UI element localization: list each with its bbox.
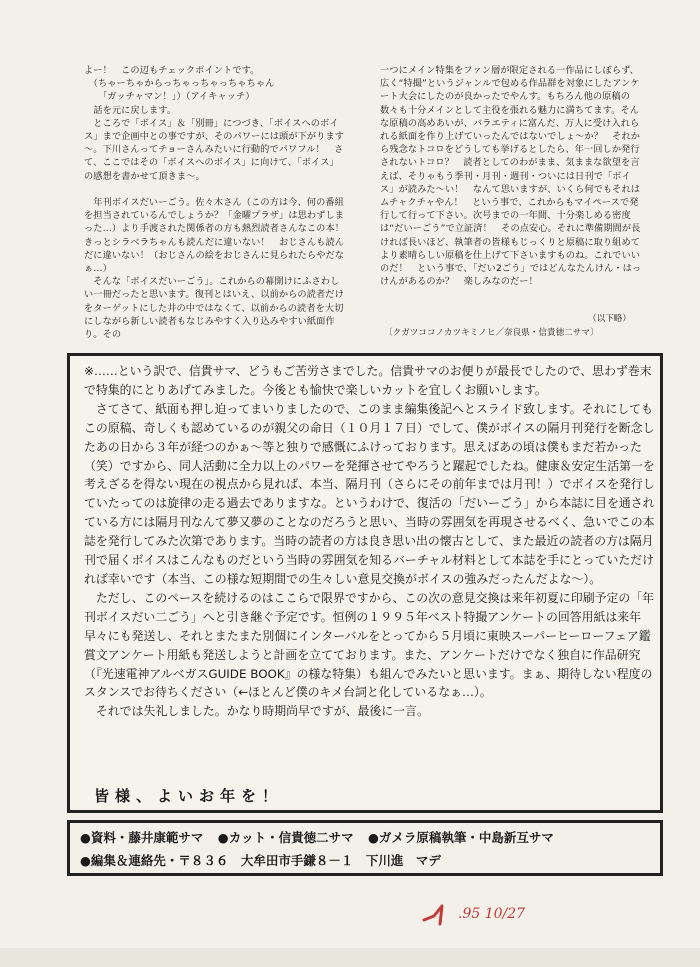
credit-cut: ●カット・信貴徳二サマ: [217, 830, 354, 845]
credit-materials: ●資料・藤井康範サマ: [80, 830, 204, 845]
credits-box: [67, 820, 663, 876]
letter-ending: （以下略）: [588, 314, 631, 324]
page-footer-strip: [0, 948, 700, 967]
letter-column-left: よー！ この辺もチェックポイントです。 （ちゃーちゃからっちゃっちゃっちゃちゃん 「ガッチャマン！」）（アイキャッチ） 話を元に戻します。 ところで「ボイス」＆「別冊」につづき、「ボイスへのボイス」まで企画中との事ですが、そのパワーには頭が下がります～。下川さんってチョーさんみたいに行動的でパワフル！ さて、ここではその「ボイスへのボイス」に向けて、「ボイス」の感想を書かせて頂きま～。 年刊ボイスだいーごう。佐々木さん（この方は今、何の番組を担当されているんでしょうか？「金曜プラザ」は思わずしまった…）より手渡された関係者の方も熱烈読者さんなこの本！ きっとシラベラちゃんも読んだに違いない！ おじさんも読んだに違いない！（おじさんの絵をおじさんに見られたらやだなぁ…） そんな「ボイスだいーごう」。これからの幕開けにふさわしい一冊だったと思います。復刊とはいえ、以前からの読者だけをターゲットにした井の中ではなくて、以前からの読者を大切にしながら新しい読者もなじみやすく入り込みやすい紙面作り。その: [84, 65, 345, 341]
letter-column-right: 一つにメイン特集をファン層が限定される一作品にしぼらず、広く“特撮”というジャンルで包める作品群を対象にしたアンケート大会にしたのが良かったでやんす。もちろん他の原稿の数々も十分メインとして主役を張れる魅力に満ちてます。そんな原稿の高めあいが、バラエティに富んだ、万人に受け入れられる紙面を作り上げていったんではないでしょ～か？ それから残念なトコロをどうしても挙げるとしたら、年一回しか発行されないトコロ？ 読者としてのわがまま、気ままな欲望を言えば、そりゃもう季刊・月刊・週刊・ついには日刊で「ボイス」が読みた～い！ なんて思いますが、いくら何でもそれはムチャクチャやん！ という事で、これからもマイペースで発行して行って下さい。次号までの一年間、十分楽しめる密度は“だいーごう”で立証済！ その点安心。それに準備期間が長ければ長いほど、執筆者の皆様もじっくりと原稿に取り組めてより素晴らしい原稿を仕上げて下さいますものね。これでいいのだ！ という事で、「だい2ごう」ではどんなたんけん・はっけんがあるのか？ 楽しみなのだー！: [380, 65, 642, 288]
handwritten-date: .95 10/27: [458, 906, 526, 922]
pen-check-mark-icon: [420, 898, 460, 928]
letter-signature: 〔クガツココノカツキミノヒ／奈良県・信貴徳二サマ〕: [384, 328, 599, 338]
credits-row-1: [80, 828, 554, 846]
closing-greeting: 皆様、よいお年を！: [94, 787, 284, 805]
credit-editor-contact: ●編集＆連絡先・〒８３６ 大牟田市手鎌８－１ 下川進 マデ: [80, 853, 441, 868]
credit-gamera: ●ガメラ原稿執筆・中島新互サマ: [367, 830, 554, 845]
afterword-text: ※……という訳で、信貴サマ、どうもご苦労さまでした。信貴サマのお便りが最長でしたので、思わず巻末で特集的にとりあげてみました。今後とも愉快で楽しいカットを宜しくお願いします。 さてさて、紙面も押し迫ってまいりましたので、このまま編集後記へとスライド致します。それにしてもこの原稿、奇しくも認めているのが親父の命日（１０月１７日）でして、僕がボイスの隔月刊発行を断念したあの日から３年が経つのかぁ～等と独りで感慨にふけっております。思えばあの頃は僕もまだ若かった（笑）ですから、同人活動に全力以上のパワーを発揮させてやろうと躍起でしたね。健康＆安定生活第一を考えざるを得ない現在の視点から見れば、本当、隔月刊（さらにその前年までは月刊！）でボイスを発行していたってのは旋律の走る過去でありますな。というわけで、復活の「だいーごう」から本誌に目を通されている方には隔月刊なんて夢又夢のことなのだろうと思い、当時の雰囲気を再現させるべく、急いでこの本誌を発行してみた次第であります。当時の読者の方は良き思い出の懐古として、また最近の読者の方は隔月刊で届くボイスはこんなものだという当時の雰囲気を知るバーチャル材料として本誌を手にとっていただければ幸いです（本当、この様な短期間での生々しい意見交換がボイスの強みだったんだよな～）。 ただし、このペースを続けるのはここらで限界ですから、この次の意見交換は来年初夏に印刷予定の「年刊ボイスだい二ごう」へと引き継ぐ予定です。恒例の１９９５年ベスト特撮アンケートの回答用紙は来年早々にも発送し、それとまたまた別個にインターバルをとってから５月頃に東映スーパーヒーローフェア鑑賞文アンケート用紙も発送しようと計画を立てております。また、アンケートだけでなく独自に作品研究（『光速電神アルベガスGUIDE BOOK』の様な特集）も組んでみたいと思います。まぁ、期待しない程度のスタンスでお待ちください（←ほとんど僕のキメ台詞と化しているなぁ…）。 それでは失礼しました。かなり時期尚早ですが、最後に一言。: [84, 364, 655, 719]
credits-row-2: [80, 851, 441, 869]
afterword-box: [67, 353, 663, 813]
